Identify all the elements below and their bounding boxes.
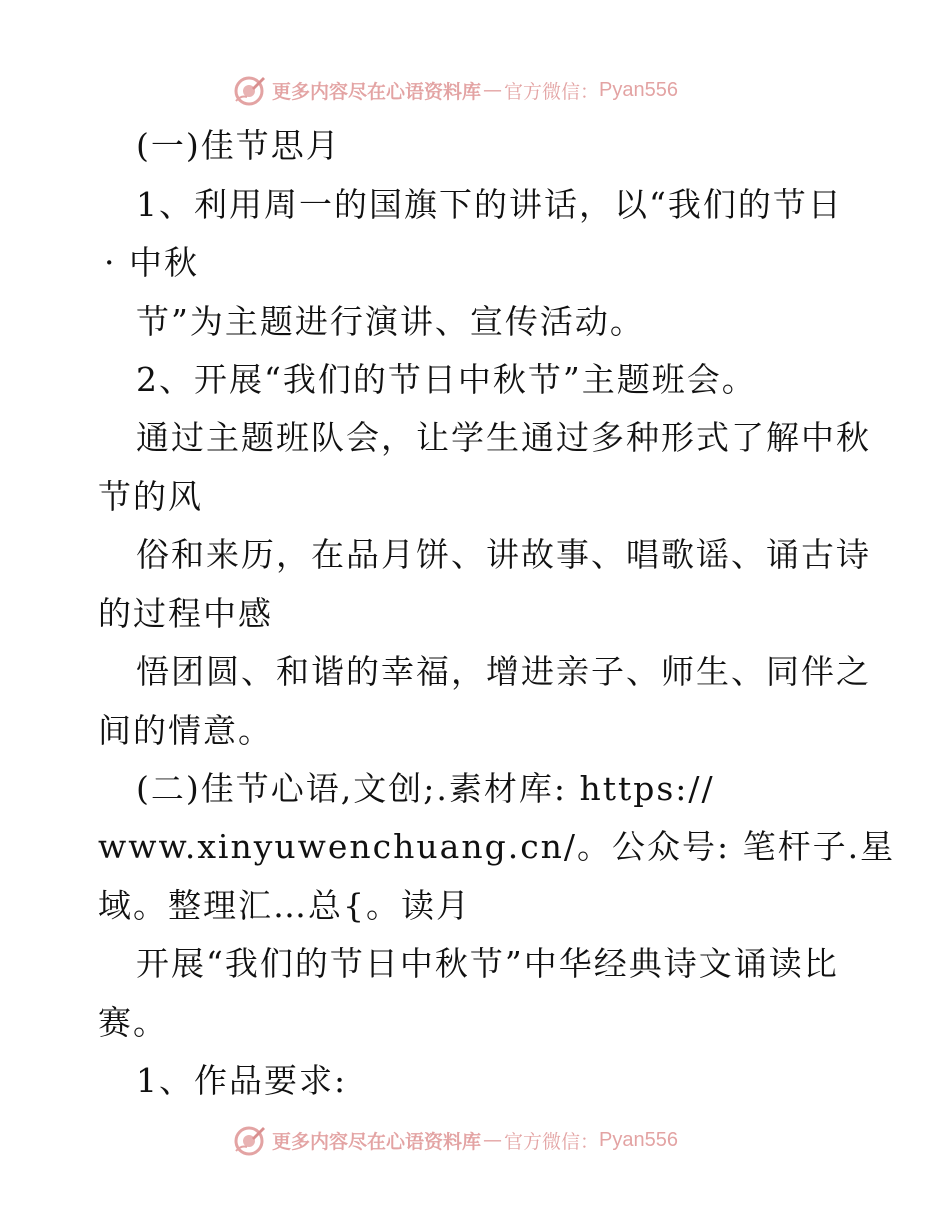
body-line: (二)佳节心语,文创;.素材库: https:// [136,769,715,808]
body-line: 域。整理汇…总{。读月 [98,886,471,925]
footer-wechat-label: 官方微信： [504,1130,600,1153]
body-line: 俗和来历，在品月饼、讲故事、唱歌谣、诵古诗 [136,535,871,574]
body-line: 2、开展“我们的节日中秋节”主题班会。 [136,360,757,399]
body-line: www.xinyuwenchuang.cn/。公众号: 笔杆子.星 [98,827,896,866]
footer-slogan: 更多内容尽在心语资料库 [272,1130,482,1153]
body-line: 的过程中感 [98,594,273,633]
header-slogan: 更多内容尽在心语资料库 [272,80,482,103]
header-watermark [232,70,678,110]
body-line: 节”为主题进行演讲、宣传活动。 [136,302,645,341]
body-line: 节的风 [98,477,203,516]
pen-logo-icon [232,73,266,107]
body-line: 1、利用周一的国旗下的讲话，以“我们的节日 [136,185,843,224]
footer-watermark [232,1120,678,1160]
body-line: 悟团圆、和谐的幸福，增进亲子、师生、同伴之 [136,652,871,691]
body-line: 1、作品要求: [136,1061,348,1100]
footer-wechat-id: Pyan556 [599,1128,678,1151]
body-line: 开展“我们的节日中秋节”中华经典诗文诵读比 [136,944,839,983]
body-line: 赛。 [98,1003,168,1042]
body-line: 间的情意。 [98,711,273,750]
footer-dash: — [483,1129,503,1151]
body-line: (一)佳节思月 [136,126,341,165]
header-wechat-label: 官方微信： [504,80,600,103]
body-line: 通过主题班队会，让学生通过多种形式了解中秋 [136,418,871,457]
pen-logo-icon [232,1123,266,1157]
body-line: · 中秋 [104,243,199,282]
header-wechat-id: Pyan556 [599,78,678,101]
header-dash: — [483,79,503,101]
